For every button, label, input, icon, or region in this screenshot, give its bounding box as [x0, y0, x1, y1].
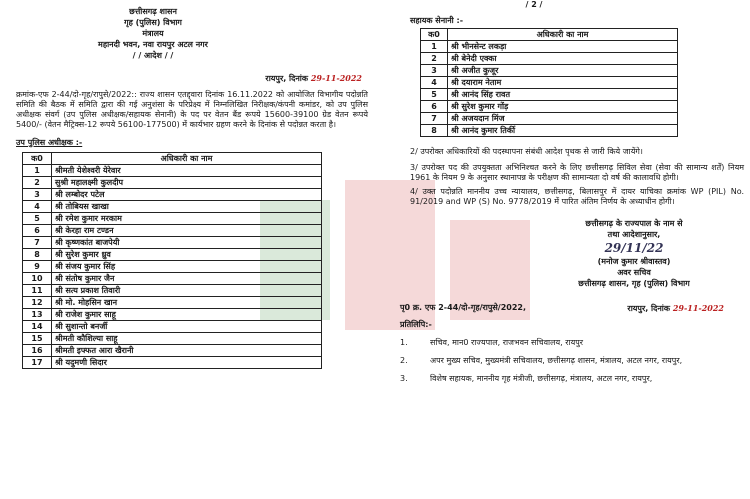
address: महानदी भवन, नवा रायपुर अटल नगर	[98, 40, 208, 49]
table-row	[23, 237, 322, 249]
serial-cell: 10	[23, 273, 52, 285]
order-title: / / आदेश / /	[132, 51, 174, 60]
order-line: तथा आदेशानुसार,	[607, 230, 661, 239]
asst-commandant-table	[420, 28, 678, 137]
copy-item	[400, 374, 744, 384]
officer-name-cell: श्री दयाराम नेताम	[448, 77, 678, 89]
copy-list	[384, 338, 744, 384]
asst-commandant-table-body	[421, 41, 678, 137]
name-header: अधिकारी का नाम	[448, 29, 678, 41]
letterhead	[48, 7, 258, 61]
officer-name-cell: श्री राजेश कुमार साहू	[52, 309, 322, 321]
officer-name-cell: श्री तोबियस खाखा	[52, 201, 322, 213]
table-row	[23, 333, 322, 345]
officer-name-cell: श्रीमती कौशिल्या साहू	[52, 333, 322, 345]
date-prefix: रायपुर, दिनांक	[265, 74, 309, 83]
officer-name-cell: सुश्री महालक्ष्मी कुलदीप	[52, 177, 322, 189]
table-row	[23, 165, 322, 177]
serial-cell: 5	[421, 89, 448, 101]
officer-name-cell: श्री सत्य प्रकाश तिवारी	[52, 285, 322, 297]
officer-name-cell: श्री कृष्णकांत बाजपेयी	[52, 237, 322, 249]
officer-name-cell: श्री भीनसेन्ट लकड़ा	[448, 41, 678, 53]
para-3: 3/ उपरोक्त पद की उपयुक्तता अभिनिश्चत करने के लिए छत्तीसगढ़ सिविल सेवा (सेवा की सामान्य शर्तें) नियम 1961 के नियम 9 के अनुसार स्थानापन्न के परीक्षण की सामान्यतः दो वर्ष की कालावधि होगी।	[410, 163, 744, 182]
table-row	[23, 321, 322, 333]
table-row	[421, 77, 678, 89]
serial-header: क0	[23, 153, 52, 165]
table-row	[421, 89, 678, 101]
table-header-row	[421, 29, 678, 41]
officer-name-cell: श्री केरहा राम टण्डन	[52, 225, 322, 237]
serial-cell: 1	[23, 165, 52, 177]
officer-name-cell: श्रीमती येशेश्वरी येरेवार	[52, 165, 322, 177]
officer-name-cell: श्री आनंद सिंह रावत	[448, 89, 678, 101]
copy-item-number: 2.	[400, 356, 408, 365]
name-header: अधिकारी का नाम	[52, 153, 322, 165]
officer-name-cell: श्री सुरेश कुमार गोंड़	[448, 101, 678, 113]
serial-cell: 7	[421, 113, 448, 125]
officer-name-cell: श्री मो. मोहसिन खान	[52, 297, 322, 309]
table-row	[421, 125, 678, 137]
dsp-table-body	[23, 165, 322, 369]
right-column	[384, 0, 744, 384]
officer-name-cell: श्री सुरेश कुमार ध्रुव	[52, 249, 322, 261]
para-2: 2/ उपरोक्त अधिकारियों की पदस्थापना संबंधी आदेश पृथक से जारी किये जायेंगे।	[410, 147, 643, 156]
date-line	[8, 73, 368, 84]
dsp-table	[22, 152, 322, 369]
officer-name-cell: श्री बेनेदी एक्का	[448, 53, 678, 65]
serial-cell: 8	[23, 249, 52, 261]
table-header-row	[23, 153, 322, 165]
serial-cell: 14	[23, 321, 52, 333]
serial-header: क0	[421, 29, 448, 41]
handwritten-signature: 29/11/22	[604, 241, 664, 255]
signatory-name: (मनोज कुमार श्रीवास्तव)	[597, 257, 671, 266]
officer-name-cell: श्री संजय कुमार सिंह	[52, 261, 322, 273]
copy-item	[400, 356, 744, 366]
serial-cell: 8	[421, 125, 448, 137]
officer-name-cell: श्री आनंद कुमार तिर्की	[448, 125, 678, 137]
copy-item-text: विशेष सहायक, माननीय गृह मंत्रीजी, छत्तीसगढ़, मंत्रालय, अटल नगर, रायपुर,	[430, 374, 653, 383]
table-row	[23, 309, 322, 321]
governor-line: छत्तीसगढ़ के राज्यपाल के नाम से	[585, 219, 683, 228]
serial-cell: 3	[23, 189, 52, 201]
page-number: / 2 /	[525, 0, 543, 9]
serial-cell: 12	[23, 297, 52, 309]
serial-cell: 1	[421, 41, 448, 53]
table-row	[23, 297, 322, 309]
officer-name-cell: श्री अजयदान मिंज	[448, 113, 678, 125]
left-column	[8, 6, 368, 369]
serial-cell: 2	[23, 177, 52, 189]
table-row	[421, 41, 678, 53]
officer-name-cell: श्रीमती इफ्फत आरा खैरानी	[52, 345, 322, 357]
officer-name-cell: श्री सुशान्तो बनर्जी	[52, 321, 322, 333]
serial-cell: 4	[421, 77, 448, 89]
table-row	[23, 285, 322, 297]
table-row	[23, 225, 322, 237]
serial-cell: 3	[421, 65, 448, 77]
dsp-subheading: उप पुलिस अधीक्षक :-	[16, 138, 83, 147]
signatory-designation: अवर सचिव	[617, 268, 651, 277]
endorsement-place: रायपुर, दिनांक	[627, 304, 671, 313]
officer-name-cell: श्री संतोष कुमार जैन	[52, 273, 322, 285]
table-row	[23, 201, 322, 213]
copy-item-text: अपर मुख्य सचिव, मुख्यमंत्री सचिवालय, छत्तीसगढ़ शासन, मंत्रालय, अटल नगर, रायपुर,	[430, 356, 683, 365]
copy-item-text: सचिव, मान0 राज्यपाल, राजभवन सचिवालय, रायपुर	[430, 338, 584, 347]
serial-cell: 5	[23, 213, 52, 225]
para-4: 4/ उक्त पदोन्नति माननीय उच्च न्यायालय, छत्तीसगढ़, बिलासपुर में दायर याचिका क्रमांक WP (PIL) No. 91/2019 and WP (S) No. 9778/2019 में पारित अंतिम निर्णय के अध्याधीन होगी।	[410, 187, 744, 206]
table-row	[23, 249, 322, 261]
officer-name-cell: श्री रमेश कुमार मरकाम	[52, 213, 322, 225]
serial-cell: 7	[23, 237, 52, 249]
officer-name-cell: श्री लम्बोदर पटेल	[52, 189, 322, 201]
serial-cell: 11	[23, 285, 52, 297]
serial-cell: 4	[23, 201, 52, 213]
table-row	[23, 213, 322, 225]
endorsement-ref: पृ0 क्र. एफ 2-44/दो-गृह/रापुसे/2022,	[400, 303, 527, 312]
govt-name: छत्तीसगढ़ शासन	[129, 7, 177, 16]
department-name: गृह (पुलिस) विभाग	[124, 18, 182, 27]
signature-block	[534, 219, 734, 289]
officer-name-cell: श्री यदुमणी सिदार	[52, 357, 322, 369]
copy-item-number: 1.	[400, 338, 408, 347]
endorsement-line	[400, 303, 744, 314]
date-value: 29-11-2022	[310, 73, 362, 83]
signatory-department: छत्तीसगढ़ शासन, गृह (पुलिस) विभाग	[578, 279, 690, 288]
table-row	[23, 273, 322, 285]
table-row	[421, 65, 678, 77]
serial-cell: 6	[421, 101, 448, 113]
table-row	[23, 345, 322, 357]
table-row	[23, 177, 322, 189]
serial-cell: 6	[23, 225, 52, 237]
asst-commandant-subheading: सहायक सेनानी :-	[410, 16, 464, 25]
serial-cell: 16	[23, 345, 52, 357]
table-row	[23, 261, 322, 273]
serial-cell: 2	[421, 53, 448, 65]
copy-item-number: 3.	[400, 374, 408, 383]
table-row	[23, 357, 322, 369]
endorsement-date: 29-11-2022	[672, 303, 724, 313]
table-row	[421, 113, 678, 125]
officer-name-cell: श्री अजीत कुजूर	[448, 65, 678, 77]
table-row	[23, 189, 322, 201]
serial-cell: 13	[23, 309, 52, 321]
copy-heading: प्रतिलिपि:-	[400, 320, 432, 329]
table-row	[421, 101, 678, 113]
ministry: मंत्रालय	[142, 29, 164, 38]
table-row	[421, 53, 678, 65]
serial-cell: 15	[23, 333, 52, 345]
serial-cell: 9	[23, 261, 52, 273]
order-paragraph: क्रमांक-एफ 2-44/दो-गृह/रापुसे/2022:: राज्य शासन एतद्द्वारा दिनांक 16.11.2022 को आयोजित विभागीय पदोन्नति समिति की बैठक में समिति द्वारा की गई अनुशंसा के परिप्रेक्ष्य में निम्नलिखित निरीक्षक/कंपनी कमांडर, को उप पुलिस अधीक्षक संवर्ग (उप पुलिस अधीक्षक/सहायक सेनानी) के पद पर वेतन बैंड रूपये 15600-39100 ग्रेड वेतन रूपये 5400/- (वेतन मैट्रिक्स-12 रूपये 56100-177500) में कार्यभार ग्रहण करने के दिनांक से पदोन्नत करता है।	[16, 90, 368, 129]
copy-item	[400, 338, 744, 348]
serial-cell: 17	[23, 357, 52, 369]
